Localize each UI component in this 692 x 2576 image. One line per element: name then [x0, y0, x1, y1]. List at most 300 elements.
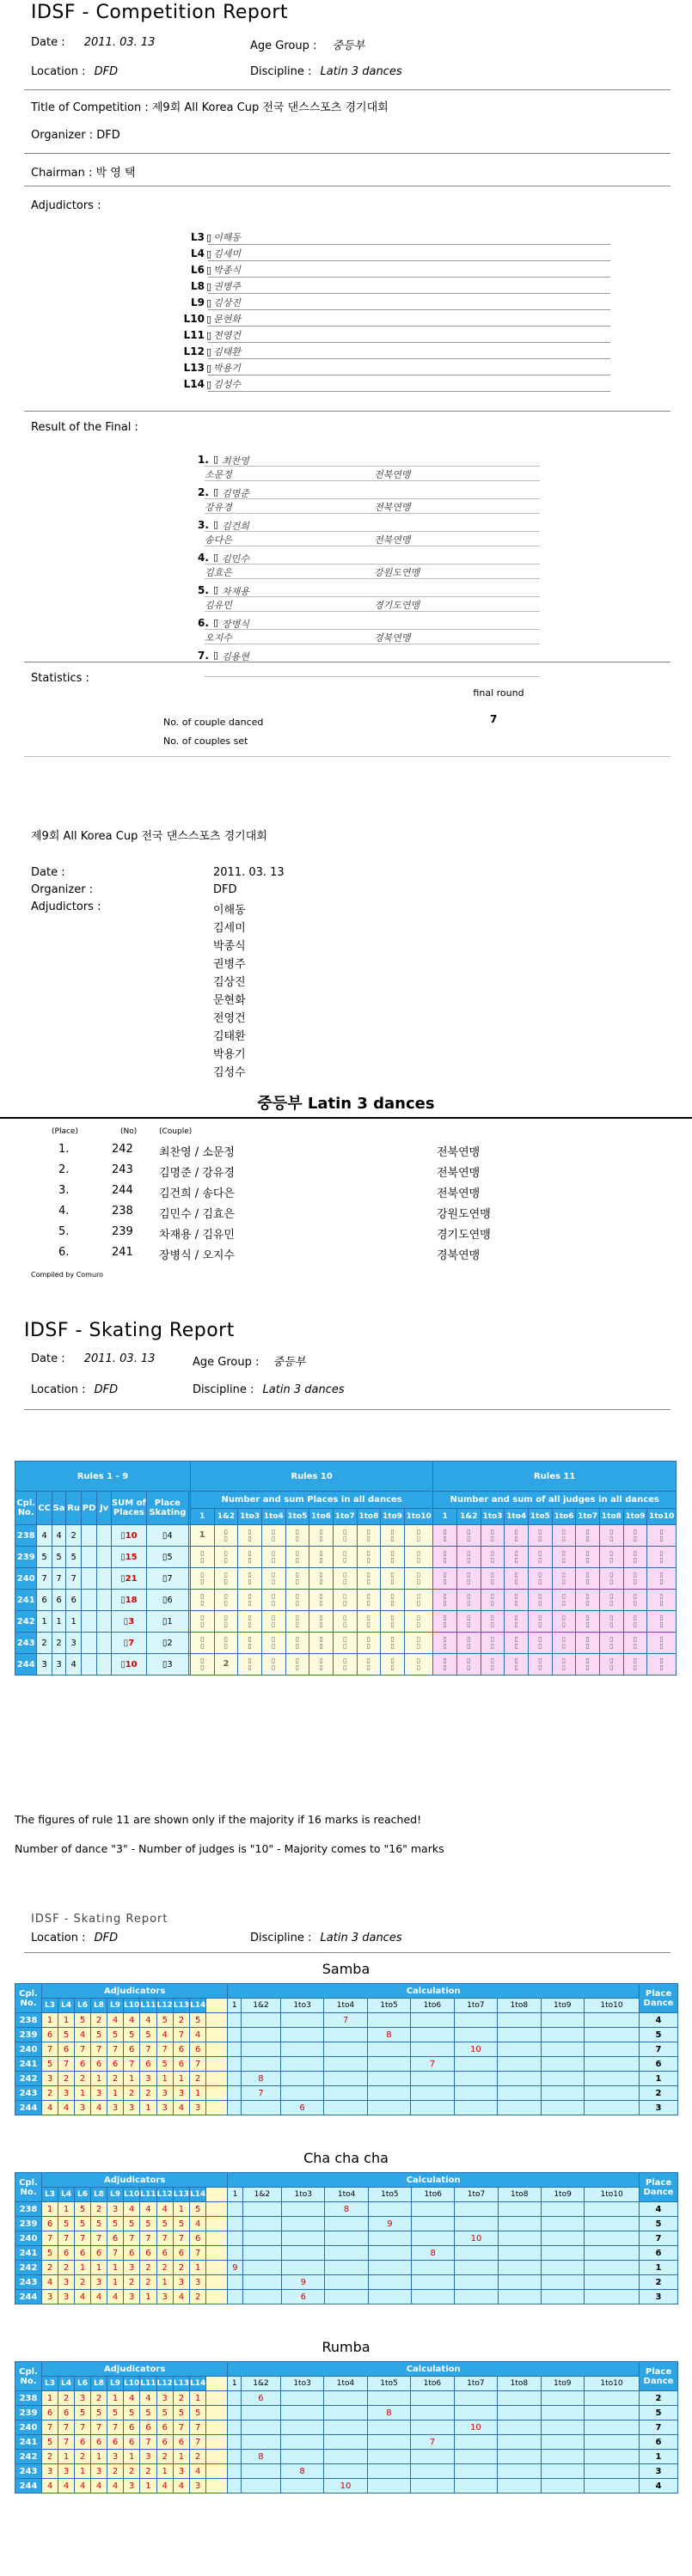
adjudicator-mark: 5	[190, 2202, 206, 2217]
adjudicator-mark: 6	[42, 2406, 58, 2420]
calc-cell	[498, 2261, 541, 2275]
adjudicator-mark: 1	[124, 2450, 140, 2464]
rule10-cell: ▯ ▯	[404, 1525, 433, 1547]
cpl-number: 240	[15, 2231, 42, 2246]
rule11-cell: ▯ ▯	[481, 1654, 505, 1676]
organizer-label: Organizer :	[31, 129, 94, 142]
rule11-cell: ▯ ▯	[457, 1525, 481, 1547]
rule10-cell: ▯ ▯	[381, 1568, 405, 1590]
calc-cell	[324, 2086, 367, 2101]
rule11-cell: ▯ ▯	[505, 1547, 529, 1568]
calc-cell	[498, 2275, 541, 2290]
sum-of-places	[111, 1611, 146, 1633]
rule11-cell: ▯ ▯	[528, 1525, 552, 1547]
adjudicator-mark: 6	[140, 2246, 156, 2261]
rule11-cell: ▯ ▯	[528, 1633, 552, 1654]
calc-col-header: 1to4	[325, 2188, 368, 2202]
place-value: 7	[167, 1573, 173, 1584]
adjudicator-row	[146, 377, 610, 393]
title-of-competition	[31, 98, 389, 114]
adjudicator-mark: 5	[107, 2217, 124, 2231]
adjudicator-mark: 2	[140, 2464, 156, 2479]
skating-row	[15, 1654, 677, 1676]
calc-cell	[498, 2450, 541, 2464]
rule10-cell: ▯ ▯	[214, 1590, 238, 1611]
calc-col-header: 1to8	[599, 1508, 623, 1525]
summary-club: 경기도연맹	[437, 1229, 491, 1242]
checkbox-glyph: ▯	[206, 330, 212, 341]
checkbox-glyph: ▯	[206, 297, 212, 308]
sum-value: 10	[125, 1659, 138, 1670]
adjudicator-mark: 4	[156, 2028, 173, 2042]
cpl-number: 241	[15, 2246, 42, 2261]
adjudicator-mark: 2	[124, 2086, 140, 2101]
calc-cell: 8	[412, 2246, 455, 2261]
adjudicator-mark: 5	[107, 2028, 124, 2042]
adjudicator-mark: 2	[140, 2086, 156, 2101]
calc-cell	[411, 2479, 454, 2494]
adjudicator-mark: 6	[173, 2057, 189, 2072]
calc-cell: 6	[280, 2101, 323, 2115]
spacer-cell	[206, 2464, 228, 2479]
calc-cell	[455, 2261, 498, 2275]
rule11-cell: ▯ ▯	[481, 1633, 505, 1654]
checkbox-glyph: ▯	[123, 1638, 129, 1648]
rule10-cell: ▯ ▯	[214, 1547, 238, 1568]
divider	[24, 756, 671, 757]
calc-cell	[367, 2013, 410, 2028]
dance-place: 3	[37, 1654, 52, 1676]
result-club: 경북연맹	[374, 632, 411, 644]
checkbox-glyph: ▯	[162, 1595, 168, 1605]
skating-report-title: IDSF - Skating Report	[24, 1320, 235, 1341]
calc-cell	[242, 2217, 282, 2231]
place-dance: 2	[640, 2086, 678, 2101]
adjudicator-mark: 1	[107, 2086, 124, 2101]
calc-cell: 7	[411, 2057, 454, 2072]
adjudictors-label: Adjudictors :	[31, 199, 101, 212]
spacer-cell	[206, 2261, 228, 2275]
dance-row	[15, 2261, 678, 2275]
checkbox-glyph: ▯	[213, 552, 219, 563]
calc-cell	[541, 2246, 584, 2261]
rule11-cell: ▯ ▯	[576, 1633, 600, 1654]
adjudicator-mark: 1	[75, 2261, 91, 2275]
rules-10-header: Rules 10	[190, 1462, 432, 1492]
spacer-cell	[206, 2406, 228, 2420]
cpl-no-header: Cpl. No.	[15, 1492, 37, 1525]
result-underline	[205, 578, 540, 579]
adjudicator-mark: 6	[75, 2435, 91, 2450]
calc-cell	[367, 2435, 410, 2450]
adjudicator-mark: 4	[124, 2202, 140, 2217]
adjudicator-code-header: L6	[75, 1999, 91, 2013]
calc-cell	[498, 2290, 541, 2304]
rule11-cell: ▯ ▯	[599, 1611, 623, 1633]
rule10-cell: ▯ ▯	[214, 1611, 238, 1633]
adjudicator-row	[146, 361, 610, 376]
adjudicator-mark: 4	[140, 2391, 156, 2406]
sk-age-label: Age Group :	[193, 1356, 260, 1369]
adjudicator-mark: 1	[190, 2086, 206, 2101]
calc-cell	[498, 2231, 541, 2246]
rule11-note: The figures of rule 11 are shown only if the majority if 16 marks is reached!	[15, 1813, 422, 1826]
adjudicator-mark: 4	[91, 2479, 107, 2494]
calc-cell	[242, 2231, 282, 2246]
calc-cell	[498, 2435, 541, 2450]
adjudicator-code-header: L14	[190, 2377, 206, 2391]
calc-cell	[585, 2057, 640, 2072]
checkbox-glyph: ▯	[206, 265, 212, 276]
calc-col-header: 1	[228, 2188, 242, 2202]
rule10-cell: ▯ ▯	[214, 1633, 238, 1654]
calc-cell: 8	[325, 2202, 368, 2217]
spacer-cell	[206, 2202, 228, 2217]
adjudicator-mark: 6	[91, 2435, 107, 2450]
dances-discipline-value: Latin 3 dances	[320, 1932, 402, 1944]
rule10-cell: ▯ ▯	[190, 1633, 214, 1654]
calc-cell	[498, 2420, 541, 2435]
summary-club: 전북연맹	[437, 1146, 481, 1159]
summary-adjudicator: 박용기	[213, 1048, 246, 1061]
calc-cell	[280, 2057, 323, 2072]
calc-cell	[228, 2217, 242, 2231]
discipline-label: Discipline :	[250, 65, 312, 78]
adjudicator-mark: 4	[58, 2101, 75, 2115]
result-row	[172, 650, 602, 681]
calc-cell	[541, 2435, 584, 2450]
sk-discipline-label: Discipline :	[193, 1383, 254, 1396]
rule10-cell: ▯ ▯	[285, 1547, 309, 1568]
adjudicator-mark: 3	[173, 2464, 189, 2479]
adjudicator-mark: 7	[42, 2042, 58, 2057]
spacer-cell	[206, 2435, 228, 2450]
calc-col-header: 1	[228, 2377, 242, 2391]
adjudicator-mark: 6	[75, 2057, 91, 2072]
col-no-header: (No)	[120, 1127, 138, 1136]
place-skating	[146, 1654, 188, 1676]
adjudicator-mark: 3	[190, 2101, 206, 2115]
adjudicator-mark: 3	[156, 2290, 173, 2304]
calc-col-header: 1to7	[454, 1999, 497, 2013]
adjudicator-mark: 6	[124, 2042, 140, 2057]
adjudicator-mark: 2	[107, 2464, 124, 2479]
calc-cell	[541, 2086, 584, 2101]
summary-adjudictors-label: Adjudictors :	[31, 900, 101, 913]
adjudicator-mark: 5	[42, 2246, 58, 2261]
checkbox-glyph: ▯	[206, 314, 212, 325]
cpl-number: 241	[15, 1590, 37, 1611]
adjudicator-code-header: L3	[42, 2188, 58, 2202]
calc-cell	[367, 2464, 410, 2479]
dance-place: 6	[52, 1590, 66, 1611]
summary-place: 1.	[58, 1143, 70, 1156]
rule11-cell: ▯ ▯	[552, 1547, 576, 1568]
calc-cell: 8	[367, 2406, 410, 2420]
spacer-cell	[206, 2042, 228, 2057]
calc-cell: 8	[242, 2072, 281, 2086]
calc-cell	[541, 2464, 584, 2479]
rule11-cell: ▯ ▯	[623, 1568, 647, 1590]
dance-row	[15, 2391, 678, 2406]
calc-cell	[585, 2101, 640, 2115]
adjudicator-code-header: L14	[190, 2188, 206, 2202]
place-dance-header: Place Dance	[640, 2362, 678, 2391]
result-female: 오지수	[205, 632, 232, 644]
dances-discipline-row	[250, 1932, 402, 1944]
rule11-cell: ▯ ▯	[433, 1611, 457, 1633]
calc-cell	[324, 2420, 367, 2435]
rule11-cell: ▯ ▯	[528, 1654, 552, 1676]
rule11-cell: ▯ ▯	[647, 1525, 677, 1547]
adjudicator-mark: 1	[140, 2479, 156, 2494]
adjudicator-mark: 2	[190, 2290, 206, 2304]
calc-cell	[242, 2420, 281, 2435]
adjudicator-code-header: L8	[91, 2377, 107, 2391]
adjudicator-mark: 5	[156, 2013, 173, 2028]
adjudicator-mark: 4	[190, 2464, 206, 2479]
rule11-cell: ▯ ▯	[481, 1547, 505, 1568]
calc-cell	[454, 2479, 497, 2494]
adjudicator-mark: 3	[190, 2479, 206, 2494]
adjudicator-underline	[208, 342, 610, 343]
rule10-cell: ▯ ▯	[214, 1568, 238, 1590]
calc-col-header: 1to4	[261, 1508, 285, 1525]
summary-date-value: 2011. 03. 13	[213, 866, 285, 879]
calc-cell	[412, 2290, 455, 2304]
cpl-number: 238	[15, 2391, 42, 2406]
rules-1-9-header: Rules 1 - 9	[15, 1462, 191, 1492]
divider	[24, 89, 671, 90]
calc-cell: 10	[454, 2420, 497, 2435]
dance-place	[81, 1590, 96, 1611]
adjudicator-mark: 3	[156, 2101, 173, 2115]
adjudicator-mark: 5	[42, 2057, 58, 2072]
calc-cell	[412, 2231, 455, 2246]
skating-table	[15, 1461, 677, 1676]
spacer-cell	[206, 2028, 228, 2042]
adjudicator-mark: 4	[107, 2479, 124, 2494]
calc-col-header: 1to3	[481, 1508, 505, 1525]
result-underline	[205, 498, 540, 499]
adjudicator-code-header: L10	[124, 2188, 140, 2202]
checkbox-glyph: ▯	[162, 1552, 168, 1562]
rule11-cell: ▯ ▯	[576, 1525, 600, 1547]
calc-cell	[228, 2246, 242, 2261]
dances-discipline-label: Discipline :	[250, 1932, 312, 1944]
adjudicator-underline	[208, 260, 610, 261]
summary-adjudicator: 이해동	[213, 904, 246, 917]
adjudicator-mark: 1	[75, 2086, 91, 2101]
rule11-cell: ▯ ▯	[433, 1568, 457, 1590]
rule11-cell: ▯ ▯	[433, 1654, 457, 1676]
checkbox-glyph: ▯	[162, 1530, 168, 1541]
checkbox-glyph: ▯	[162, 1616, 168, 1627]
adjudicator-mark: 3	[124, 2290, 140, 2304]
rule10-cell: ▯ ▯	[333, 1590, 357, 1611]
rule11-cell: ▯ ▯	[481, 1525, 505, 1547]
adjudicator-mark: 7	[156, 2231, 173, 2246]
spacer-cell	[206, 2290, 228, 2304]
adjudicator-mark: 7	[124, 2231, 140, 2246]
adjudicator-code-header: L9	[107, 2377, 124, 2391]
calc-col-header: 1to8	[498, 1999, 541, 2013]
rule11-cell: ▯ ▯	[623, 1590, 647, 1611]
adjudicator-code-header: L14	[190, 1999, 206, 2013]
place-value: 1	[167, 1616, 173, 1627]
adjudicator-mark: 7	[42, 2231, 58, 2246]
dance-place: 6	[37, 1590, 52, 1611]
calc-col-header: 1	[190, 1508, 214, 1525]
place-value: 5	[167, 1552, 173, 1562]
calc-cell	[498, 2072, 541, 2086]
rule11-cell: ▯ ▯	[528, 1590, 552, 1611]
spacer-cell	[206, 2450, 228, 2464]
adjudicators-header: Adjudicators	[42, 2362, 228, 2377]
adjudicator-mark: 6	[42, 2028, 58, 2042]
sum-value: 21	[125, 1573, 138, 1584]
calc-cell	[541, 2290, 584, 2304]
calc-cell	[585, 2450, 640, 2464]
result-place: 6.	[198, 617, 209, 629]
result-male: 김명준	[222, 488, 249, 499]
adjudicator-mark: 7	[190, 2246, 206, 2261]
adjudicator-mark: 4	[58, 2479, 75, 2494]
rule10-cell: ▯ ▯	[404, 1633, 433, 1654]
divider	[24, 1952, 671, 1953]
result-male: 장병식	[222, 619, 249, 630]
statistics-label: Statistics :	[31, 672, 89, 685]
spacer-cell	[206, 1999, 228, 2013]
sum-of-places-header: SUM of Places	[111, 1492, 146, 1525]
dance-col-sa: Sa	[52, 1492, 66, 1525]
dance-row	[15, 2101, 678, 2115]
place-skating-header: Place Skating	[146, 1492, 188, 1525]
adjudicator-code: L11	[183, 329, 205, 341]
dance-place	[97, 1633, 112, 1654]
cpl-number: 244	[15, 2290, 42, 2304]
calc-col-header: 1to5	[528, 1508, 552, 1525]
calculation-header: Calculation	[228, 2362, 640, 2377]
calc-cell	[325, 2261, 368, 2275]
rule10-cell: ▯ ▯	[190, 1568, 214, 1590]
calc-cell	[455, 2202, 498, 2217]
adjudicator-mark: 7	[173, 2028, 189, 2042]
adjudicator-underline	[208, 358, 610, 359]
calc-cell	[280, 2406, 323, 2420]
place-value: 3	[167, 1659, 173, 1670]
adjudicator-name: 박종식	[213, 265, 241, 276]
dance-place	[81, 1525, 96, 1547]
calc-cell	[541, 2072, 584, 2086]
checkbox-glyph: ▯	[206, 232, 212, 243]
calc-cell	[280, 2435, 323, 2450]
col-couple-header: (Couple)	[159, 1127, 193, 1136]
skating-row	[15, 1568, 677, 1590]
result-female: 송다은	[205, 534, 232, 546]
rule11-cell: ▯ ▯	[576, 1547, 600, 1568]
date-label: Date :	[31, 36, 65, 49]
adjudicator-code-header: L4	[58, 1999, 75, 2013]
rule11-cell: ▯ ▯	[599, 1654, 623, 1676]
summary-couple: 김명준 / 강유경	[159, 1167, 235, 1180]
adjudicator-mark: 7	[156, 2042, 173, 2057]
summary-title: 제9회 All Korea Cup 전국 댄스스포츠 경기대회	[31, 830, 267, 843]
checkbox-glyph: ▯	[206, 363, 212, 374]
result-row	[172, 519, 602, 550]
calc-col-header: 1to7	[454, 2377, 497, 2391]
rule11-cell: ▯ ▯	[576, 1654, 600, 1676]
calculation-header: Calculation	[228, 2173, 640, 2188]
adjudicator-mark: 3	[58, 2275, 75, 2290]
rules-10-sub: Number and sum Places in all dances	[190, 1492, 432, 1509]
adjudicator-mark: 5	[124, 2028, 140, 2042]
result-female: 김효은	[205, 567, 232, 578]
summary-no: 242	[112, 1143, 133, 1156]
dance-place: 4	[37, 1525, 52, 1547]
calc-cell	[324, 2057, 367, 2072]
adjudicator-mark: 5	[75, 2202, 91, 2217]
cpl-number: 242	[15, 2072, 42, 2086]
calc-cell: 10	[455, 2231, 498, 2246]
sk-location-value: DFD	[94, 1383, 119, 1396]
dance-row	[15, 2290, 678, 2304]
sum-of-places	[111, 1568, 146, 1590]
calc-cell	[585, 2420, 640, 2435]
dance-row	[15, 2231, 678, 2246]
checkbox-glyph: ▯	[213, 650, 219, 661]
adjudicator-mark: 4	[91, 2290, 107, 2304]
adjudicator-mark: 1	[75, 2464, 91, 2479]
adjudicator-mark: 3	[156, 2086, 173, 2101]
calc-cell	[228, 2435, 242, 2450]
result-place: 7.	[198, 650, 209, 662]
dance-table	[15, 2172, 678, 2304]
adjudicator-mark: 2	[58, 2261, 75, 2275]
rule11-cell: ▯ ▯	[599, 1590, 623, 1611]
cpl-number: 243	[15, 2086, 42, 2101]
result-male: 김민수	[222, 553, 249, 565]
adjudicator-mark: 4	[42, 2275, 58, 2290]
calc-cell: 8	[280, 2464, 323, 2479]
result-row	[172, 584, 602, 615]
calc-cell	[498, 2202, 541, 2217]
dance-row	[15, 2086, 678, 2101]
discipline-row	[250, 65, 402, 78]
calc-col-header: 1to10	[647, 1508, 677, 1525]
cpl-no-header: Cpl. No.	[15, 2362, 42, 2391]
adjudicator-mark: 4	[75, 2028, 91, 2042]
calc-cell	[280, 2028, 323, 2042]
adjudicator-mark: 4	[173, 2290, 189, 2304]
rule10-cell: ▯ ▯	[357, 1568, 381, 1590]
rule10-cell: ▯ ▯	[309, 1611, 334, 1633]
rule11-cell: ▯ ▯	[647, 1611, 677, 1633]
rule11-cell: ▯ ▯	[576, 1611, 600, 1633]
calc-cell: 8	[367, 2028, 410, 2042]
calc-cell	[242, 2275, 282, 2290]
place-dance: 7	[640, 2420, 678, 2435]
calc-cell	[454, 2028, 497, 2042]
result-club: 전북연맹	[374, 502, 411, 513]
calc-cell: 6	[282, 2290, 325, 2304]
calc-col-header: 1&2	[214, 1508, 238, 1525]
adjudicator-mark: 2	[190, 2072, 206, 2086]
checkbox-glyph: ▯	[120, 1595, 126, 1605]
couples-danced-value: 7	[490, 713, 498, 725]
adjudicator-mark: 7	[140, 2435, 156, 2450]
dances-location-row	[31, 1932, 118, 1944]
